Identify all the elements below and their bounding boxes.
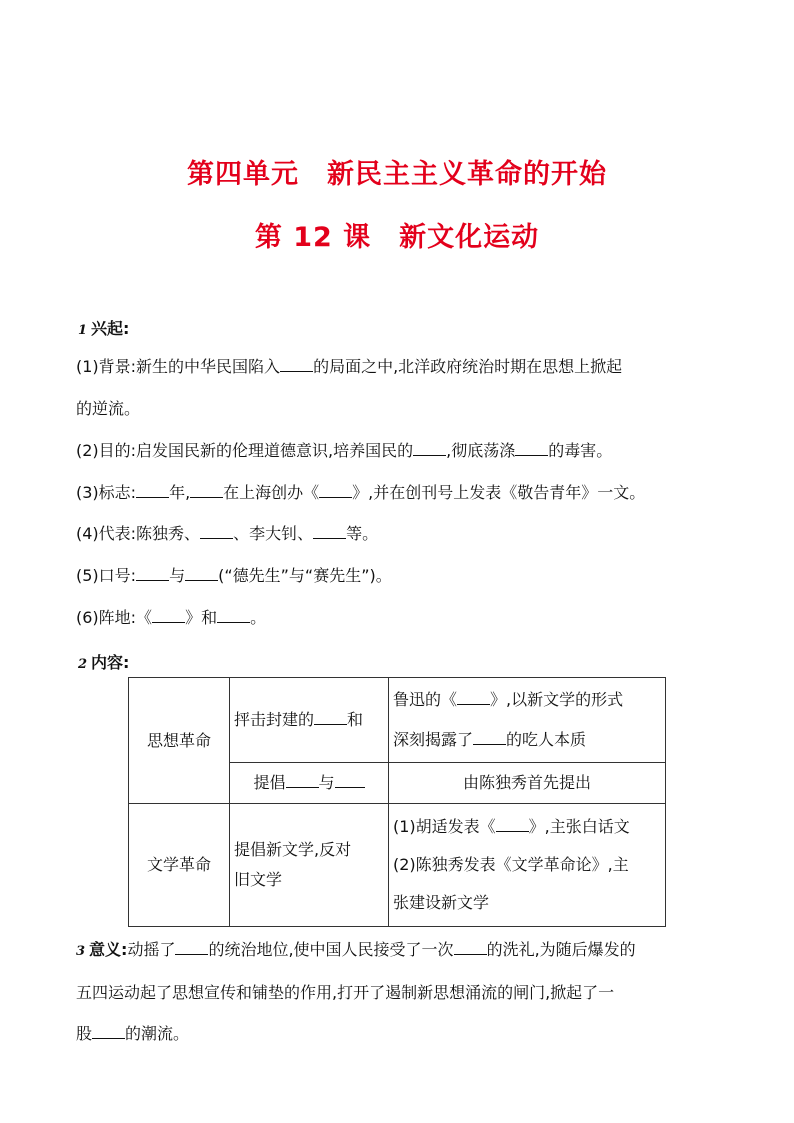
blank xyxy=(457,690,490,705)
table-cell xyxy=(389,804,666,927)
section-3-number: 3 xyxy=(76,944,86,959)
blank xyxy=(185,566,218,581)
table-cell: 由陈独秀首先提出 xyxy=(389,763,666,804)
text: 、李大钊、 xyxy=(233,524,314,543)
text: 的潮流。 xyxy=(125,1024,190,1043)
text: (4)代表:陈独秀、 xyxy=(76,524,201,543)
representatives-line xyxy=(76,524,378,544)
text: ,彻底荡涤 xyxy=(446,441,516,460)
blank xyxy=(152,608,185,623)
text: 的吃人本质 xyxy=(506,730,587,749)
text: 与 xyxy=(318,773,335,792)
text: 股 xyxy=(76,1024,93,1043)
background-line-cont xyxy=(76,399,140,419)
text: (“德先生”与“赛先生”)。 xyxy=(218,566,392,585)
blank xyxy=(496,817,529,832)
unit-title: 第四单元 新民主主义革命的开始 xyxy=(187,159,607,190)
section-3-label: 意义: xyxy=(89,940,128,959)
table-cell xyxy=(389,678,666,763)
section-1-heading xyxy=(78,316,129,339)
text: (3)标志: xyxy=(76,483,137,502)
table-row xyxy=(129,804,666,927)
text: 深刻揭露了 xyxy=(393,730,474,749)
table-cell xyxy=(230,763,389,804)
table-cell xyxy=(230,804,389,927)
purpose-line xyxy=(76,441,612,461)
slogan-line xyxy=(76,566,392,586)
text: 动摇了 xyxy=(127,940,176,959)
text: 的局面之中,北洋政府统治时期在思想上掀起 xyxy=(313,357,623,376)
blank xyxy=(319,483,352,498)
table-row xyxy=(129,678,666,763)
section-2-number: 2 xyxy=(78,657,88,672)
text: (6)阵地:《 xyxy=(76,608,153,627)
text: 的逆流。 xyxy=(76,399,141,418)
text: 》,以新文学的形式 xyxy=(490,690,624,709)
text: 与 xyxy=(169,566,186,585)
position-line xyxy=(76,608,266,628)
text: (1)背景:新生的中华民国陷入 xyxy=(76,357,281,376)
section-1-label: 兴起: xyxy=(91,319,130,338)
text: (2)目的:启发国民新的伦理道德意识,培养国民的 xyxy=(76,441,414,460)
blank xyxy=(286,773,319,788)
text: 的统治地位,使中国人民接受了一次 xyxy=(208,940,454,959)
thought-revolution-cell: 思想革命 xyxy=(129,678,230,804)
text: 年, xyxy=(169,483,191,502)
blank xyxy=(175,940,208,955)
section-1-number: 1 xyxy=(78,323,88,338)
text: 张建设新文学 xyxy=(393,893,490,912)
text: 的毒害。 xyxy=(548,441,613,460)
text: 五四运动起了思想宣传和铺垫的作用,打开了遏制新思想涌流的闸门,掀起了一 xyxy=(76,983,615,1002)
text: 等。 xyxy=(346,524,379,543)
blank xyxy=(92,1024,125,1039)
text: 提倡 xyxy=(253,773,286,792)
blank xyxy=(136,483,169,498)
text: 在上海创办《 xyxy=(223,483,320,502)
blank xyxy=(313,524,346,539)
text: (5)口号: xyxy=(76,566,137,585)
text: 》,主张白话文 xyxy=(528,817,630,836)
blank xyxy=(473,730,506,745)
text: (2)陈独秀发表《文学革命论》,主 xyxy=(393,855,629,874)
text: 提倡新文学,反对 xyxy=(234,840,352,859)
blank xyxy=(217,608,250,623)
text: 》和 xyxy=(185,608,218,627)
literary-revolution-cell: 文学革命 xyxy=(129,804,230,927)
blank xyxy=(515,441,548,456)
blank xyxy=(314,710,347,725)
lesson-title: 第 12 课 新文化运动 xyxy=(254,222,540,253)
blank xyxy=(454,940,487,955)
blank xyxy=(413,441,446,456)
text: 》,并在创刊号上发表《敬告青年》一文。 xyxy=(352,483,646,502)
blank xyxy=(280,357,313,372)
blank xyxy=(136,566,169,581)
text: (1)胡适发表《 xyxy=(393,817,496,836)
symbol-line xyxy=(76,483,645,503)
section-2-heading xyxy=(78,650,129,673)
significance-paragraph xyxy=(76,929,726,1054)
content-table xyxy=(128,677,666,927)
text: 旧文学 xyxy=(234,870,283,889)
blank xyxy=(200,524,233,539)
text: 。 xyxy=(250,608,267,627)
text: 鲁迅的《 xyxy=(393,690,458,709)
section-2-label: 内容: xyxy=(91,653,130,672)
background-line xyxy=(76,357,622,377)
table-cell xyxy=(230,678,389,763)
blank xyxy=(190,483,223,498)
text: 抨击封建的 xyxy=(234,710,315,729)
blank xyxy=(335,773,365,788)
text: 和 xyxy=(347,710,364,729)
text: 的洗礼,为随后爆发的 xyxy=(486,940,636,959)
